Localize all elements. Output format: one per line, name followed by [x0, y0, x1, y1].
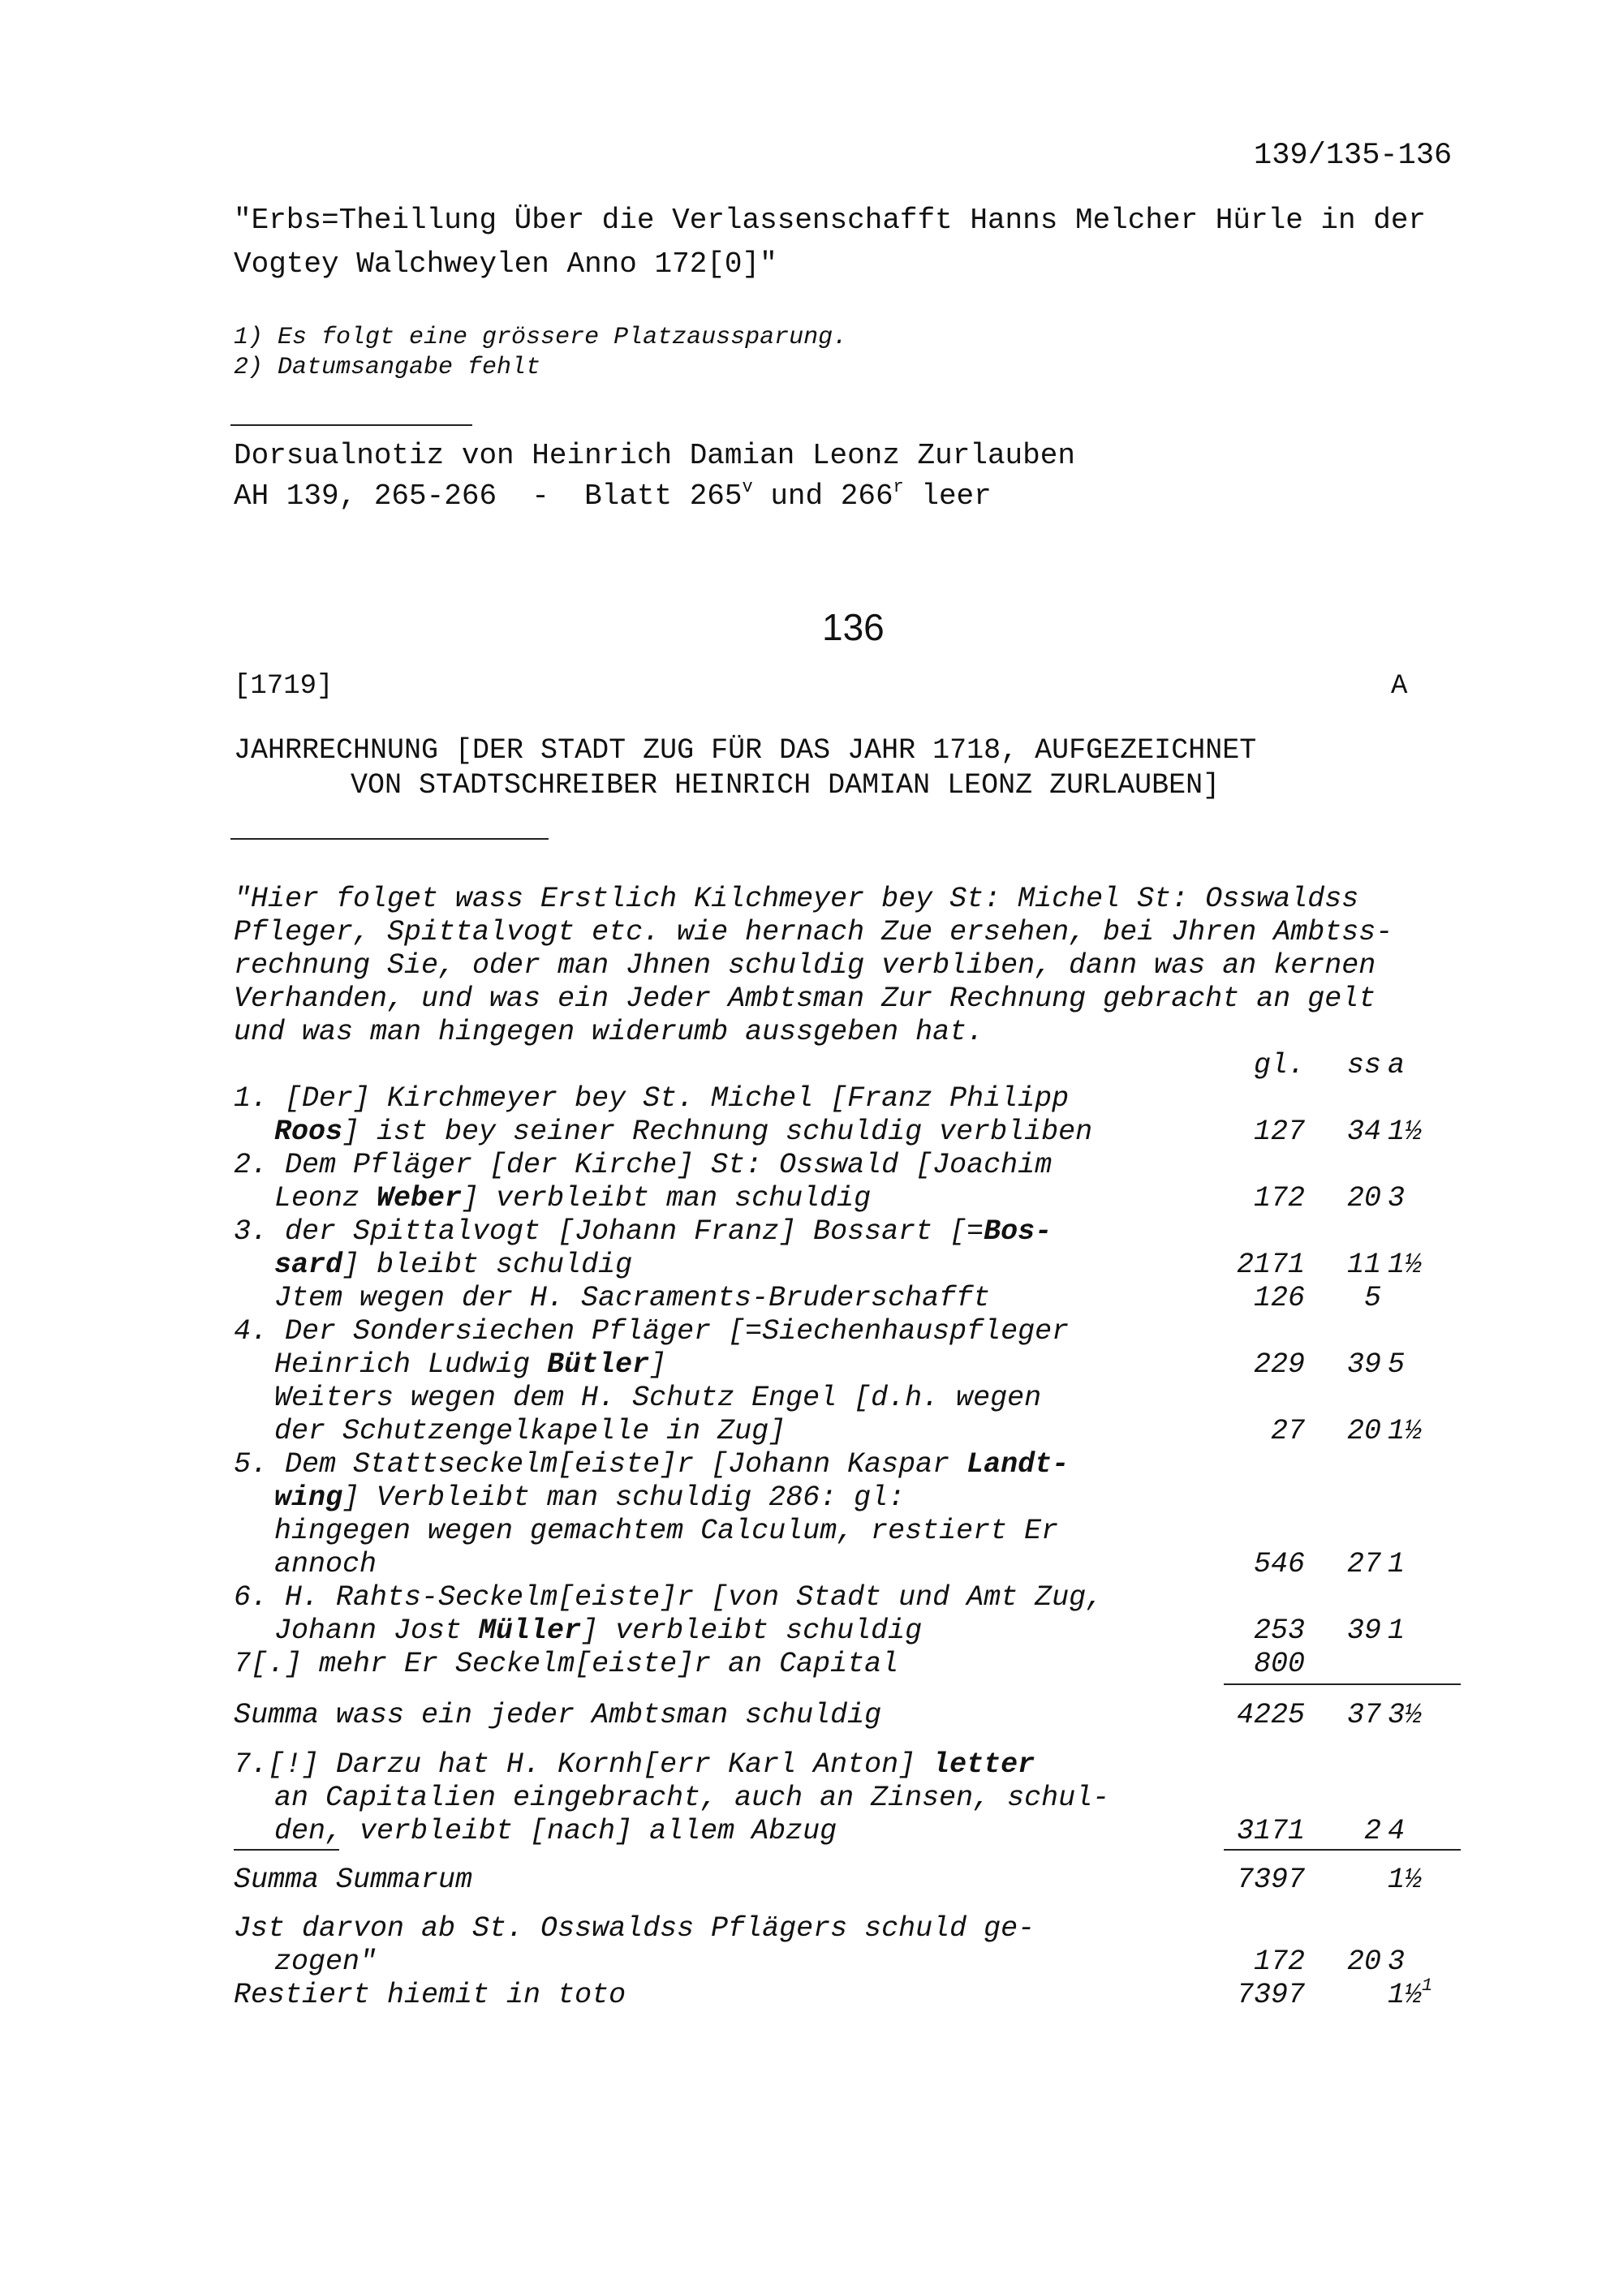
ledger-row [0, 1946, 1623, 1979]
row-text-part: Summa wass ein jeder Ambtsman schuldig [234, 1699, 882, 1731]
row-text-part: an Capitalien eingebracht, auch an Zinsen, schul- [274, 1782, 1110, 1814]
row-text-part: ] [649, 1348, 667, 1381]
note-1: 1) Es folgt eine grössere Platzaussparung. [234, 324, 848, 351]
dorsual-note-line1: Dorsualnotiz von Heinrich Damian Leonz Zurlauben [234, 439, 1075, 472]
intro-line: Pfleger, Spittalvogt etc. wie hernach Zue ersehen, bei Jhren Ambtss- [234, 916, 1393, 948]
ledger-row [0, 1648, 1623, 1681]
row-text [274, 1249, 632, 1282]
intro-line: und was man hingegen widerumb aussgeben hat. [234, 1016, 984, 1048]
value-ss: 39 [1346, 1615, 1381, 1647]
row-text [234, 1448, 1069, 1481]
row-text-part: der Schutzengelkapelle in Zug] [274, 1415, 786, 1447]
value-ss: 11 [1346, 1249, 1381, 1281]
prev-entry-title-line2: Vogtey Walchweylen Anno 172[0]" [234, 247, 777, 281]
ledger-row [0, 1481, 1623, 1515]
row-text [274, 1782, 1109, 1815]
intro-line: Verhanden, und was ein Jeder Ambtsman Zur Rechnung gebracht an gelt [234, 982, 1376, 1015]
value-ss: 34 [1346, 1116, 1381, 1148]
ledger-row [0, 1215, 1623, 1249]
row-text [274, 1182, 871, 1215]
intro-line: "Hier folget wass Erstlich Kilchmeyer bey St: Michel St: Osswaldss [234, 883, 1359, 915]
row-text [274, 1946, 377, 1979]
value-gl: 127 [1253, 1116, 1305, 1148]
intro-line: rechnung Sie, oder man Jhnen schuldig verbliben, dann was an kernen [234, 949, 1376, 982]
row-text-part: 5. Dem Stattseckelm[eiste]r [Johann Kaspar [234, 1448, 967, 1481]
ledger-row [0, 1515, 1623, 1548]
superscript-r: r [893, 477, 904, 497]
sum-rule [1224, 1683, 1461, 1685]
ledger-row [0, 1581, 1623, 1615]
value-gl: 546 [1253, 1548, 1305, 1580]
ledger-row [0, 1149, 1623, 1182]
row-text [234, 1912, 1035, 1946]
value-ss: 2 [1363, 1815, 1381, 1847]
value-gl: 4225 [1236, 1699, 1305, 1731]
heading-rule [230, 838, 549, 840]
separator-rule [230, 424, 472, 426]
row-text [274, 1615, 922, 1648]
value-a: 1½ [1388, 1415, 1423, 1447]
value-a: 1½ [1388, 1864, 1423, 1896]
row-text-part: zogen" [274, 1946, 377, 1978]
row-text [274, 1116, 1092, 1149]
dorsual-suffix: leer [903, 479, 992, 513]
row-text-part: ] verbleibt man schuldig [462, 1182, 872, 1215]
row-text-part: 6. H. Rahts-Seckelm[eiste]r [von Stadt und Amt Zug, [234, 1581, 1104, 1614]
value-ss: 20 [1346, 1946, 1381, 1978]
value-gl: 7397 [1236, 1979, 1305, 2011]
ledger-row [0, 1912, 1623, 1946]
value-gl: 253 [1253, 1615, 1305, 1647]
entry-heading-line2: VON STADTSCHREIBER HEINRICH DAMIAN LEONZ ZURLAUBEN] [351, 769, 1220, 802]
row-text-part: 3. der Spittalvogt [Johann Franz] Bossart [= [234, 1215, 984, 1248]
value-a: 4 [1388, 1815, 1406, 1847]
intro-paragraph [234, 883, 1393, 1049]
superscript-v: v [742, 477, 753, 497]
name-bold: sard [274, 1249, 343, 1281]
ledger-row [0, 1782, 1623, 1815]
name-bold: Weber [377, 1182, 463, 1215]
value-gl: 126 [1253, 1282, 1305, 1314]
row-text [234, 1215, 1052, 1249]
ledger-row [0, 1315, 1623, 1348]
row-text [274, 1382, 1041, 1415]
row-text-part: 2. Dem Pfläger [der Kirche] St: Osswald [Joachim [234, 1149, 1053, 1181]
ledger-row [0, 1182, 1623, 1215]
value-a: 3 [1388, 1182, 1406, 1215]
ledger-sum-row [0, 1864, 1623, 1897]
row-text-part: 7.[!] Darzu hat H. Kornh[err Karl Anton] [234, 1748, 933, 1781]
row-text-part: Jtem wegen der H. Sacraments-Bruderschafft [274, 1282, 991, 1314]
name-bold: Landt- [966, 1448, 1070, 1481]
row-text [274, 1415, 786, 1448]
dorsual-prefix: AH 139, 265-266 - Blatt 265 [234, 479, 743, 513]
row-text [274, 1348, 666, 1382]
value-ss: 37 [1346, 1699, 1381, 1731]
value-gl: 172 [1253, 1946, 1305, 1978]
row-text-part: Leonz [274, 1182, 377, 1215]
row-text [274, 1282, 990, 1315]
value-gl: 27 [1270, 1415, 1305, 1447]
row-text [234, 1648, 898, 1681]
ledger-row [0, 1282, 1623, 1315]
value-a-text: 1½ [1388, 1979, 1423, 2011]
row-text [274, 1815, 837, 1848]
value-gl: 172 [1253, 1182, 1305, 1215]
ledger-row [0, 1082, 1623, 1116]
sum-rule [1224, 1849, 1461, 1851]
value-ss: 5 [1363, 1282, 1381, 1314]
row-text [234, 1699, 881, 1732]
dorsual-mid: und 266 [752, 479, 893, 513]
value-a: 1½ [1388, 1116, 1423, 1148]
page-reference: 139/135-136 [1254, 139, 1453, 173]
row-text-part: Heinrich Ludwig [274, 1348, 548, 1381]
row-text [274, 1481, 905, 1515]
value-gl: 800 [1253, 1648, 1305, 1680]
header-ss: ss [1346, 1049, 1381, 1081]
ledger-row [0, 1249, 1623, 1282]
entry-heading-line1: JAHRRECHNUNG [DER STADT ZUG FÜR DAS JAHR 1718, AUFGEZEICHNET [234, 734, 1257, 767]
value-a: 1 [1388, 1548, 1406, 1580]
row-text [234, 1748, 1035, 1782]
ledger-row [0, 1615, 1623, 1648]
value-a [1388, 1976, 1446, 2012]
row-text-part: 4. Der Sondersiechen Pfläger [=Siechenhauspfleger [234, 1315, 1070, 1348]
value-ss: 39 [1346, 1348, 1381, 1381]
name-bold: letter [932, 1748, 1035, 1781]
row-text [274, 1548, 377, 1581]
entry-date: [1719] [234, 671, 334, 702]
row-text-part: Weiters wegen dem H. Schutz Engel [d.h. wegen [274, 1382, 1042, 1414]
header-gl: gl. [1253, 1049, 1305, 1081]
row-text-part: hingegen wegen gemachtem Calculum, restiert Er [274, 1515, 1059, 1547]
row-text [234, 1581, 1103, 1615]
dorsual-note-line2 [234, 475, 992, 518]
name-bold: wing [274, 1481, 343, 1514]
ledger-row [0, 1116, 1623, 1149]
row-text [234, 1082, 1069, 1116]
ledger-sum-row [0, 1699, 1623, 1732]
value-a: 3 [1388, 1946, 1406, 1978]
value-gl: 229 [1253, 1348, 1305, 1381]
note-2: 2) Datumsangabe fehlt [234, 354, 541, 381]
ledger-row [0, 1382, 1623, 1415]
entry-letter: A [1391, 671, 1408, 702]
name-bold: Müller [479, 1615, 582, 1647]
value-ss: 20 [1346, 1182, 1381, 1215]
ledger-row [0, 1415, 1623, 1448]
header-a: a [1388, 1049, 1406, 1081]
row-text-part: ] verbleibt schuldig [581, 1615, 923, 1647]
row-text-part: ] bleibt schuldig [342, 1249, 633, 1281]
value-ss: 20 [1346, 1415, 1381, 1447]
row-text-part: ] Verbleibt man schuldig 286: gl: [342, 1481, 906, 1514]
row-text [234, 1864, 472, 1897]
row-text-part: Johann Jost [274, 1615, 480, 1647]
row-text [234, 1315, 1069, 1348]
name-bold: Bütler [547, 1348, 650, 1381]
row-text-part: ] ist bey seiner Rechnung schuldig verbliben [342, 1116, 1093, 1148]
column-headers [0, 1049, 1623, 1082]
short-rule [234, 1849, 339, 1851]
row-text [234, 1149, 1052, 1182]
row-text [234, 1979, 626, 2012]
value-gl: 3171 [1236, 1815, 1305, 1847]
value-a: 5 [1388, 1348, 1406, 1381]
value-gl: 2171 [1236, 1249, 1305, 1281]
row-text [274, 1515, 1058, 1548]
value-a: 1 [1388, 1615, 1406, 1647]
ledger-row [0, 1548, 1623, 1581]
row-text-part: annoch [274, 1548, 377, 1580]
row-text-part: Jst darvon ab St. Osswaldss Pflägers schuld ge- [234, 1912, 1035, 1945]
row-text-part: den, verbleibt [nach] allem Abzug [274, 1815, 837, 1847]
value-ss: 27 [1346, 1548, 1381, 1580]
row-text-part: Restiert hiemit in toto [234, 1979, 626, 2011]
row-text-part: Summa Summarum [234, 1864, 473, 1896]
row-text-part: 7[.] mehr Er Seckelm[eiste]r an Capital [234, 1648, 899, 1680]
name-bold: Roos [274, 1116, 343, 1148]
entry-number: 136 [822, 606, 885, 648]
ledger-row [0, 1348, 1623, 1382]
ledger-row [0, 1815, 1623, 1848]
name-bold: Bos- [984, 1215, 1053, 1248]
prev-entry-title-line1: "Erbs=Theillung Über die Verlassenschafft Hanns Melcher Hürle in der [234, 204, 1427, 237]
row-text-part: 1. [Der] Kirchmeyer bey St. Michel [Franz Philipp [234, 1082, 1070, 1115]
ledger-total-row [0, 1976, 1623, 2012]
value-a: 1½ [1388, 1249, 1423, 1281]
value-a: 3½ [1388, 1699, 1423, 1731]
value-gl: 7397 [1236, 1864, 1305, 1896]
ledger-row [0, 1448, 1623, 1481]
ledger-row [0, 1748, 1623, 1782]
footnote-marker: 1 [1422, 1976, 1433, 1997]
